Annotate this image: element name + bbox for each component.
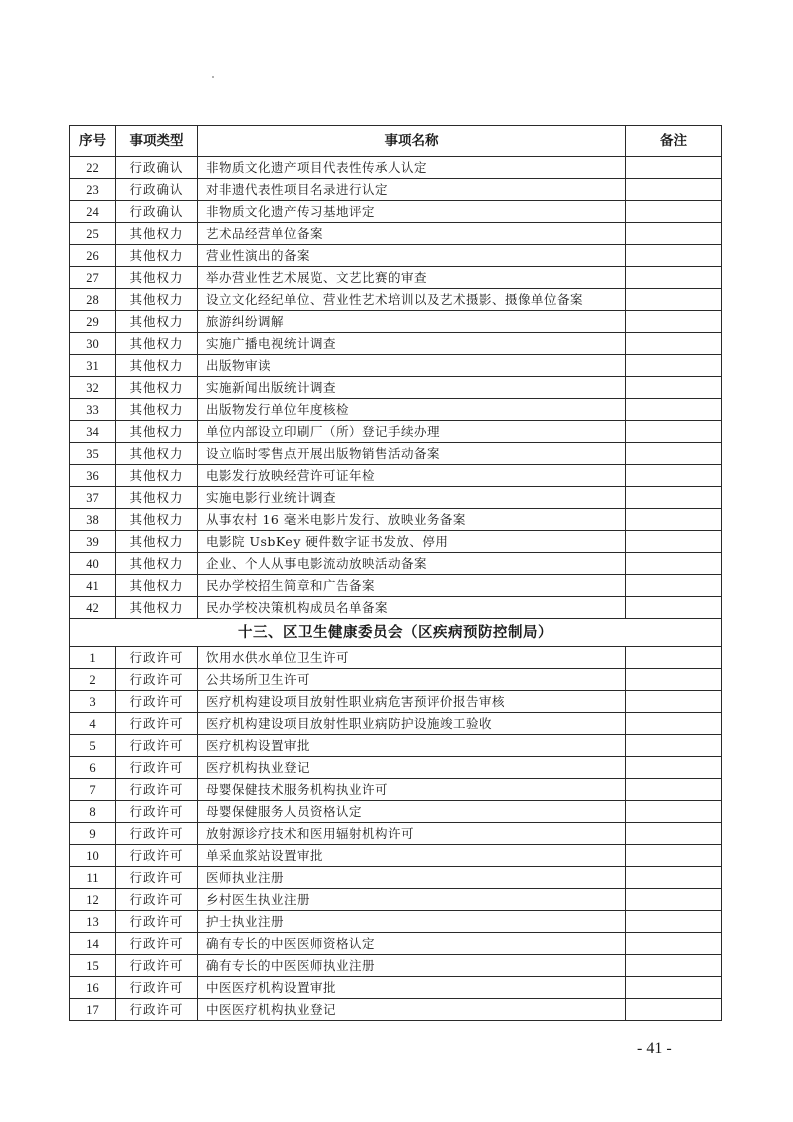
row-note — [626, 647, 722, 669]
row-name: 乡村医生执业注册 — [198, 889, 626, 911]
table-row — [70, 999, 722, 1021]
table-row — [70, 531, 722, 553]
table-row — [70, 509, 722, 531]
row-type: 行政许可 — [116, 691, 198, 713]
row-type: 其他权力 — [116, 267, 198, 289]
row-name: 设立文化经纪单位、营业性艺术培训以及艺术摄影、摄像单位备案 — [198, 289, 626, 311]
row-number: 39 — [70, 531, 116, 553]
table-row — [70, 223, 722, 245]
row-note — [626, 509, 722, 531]
table-row — [70, 487, 722, 509]
table-row — [70, 421, 722, 443]
row-name: 非物质文化遗产项目代表性传承人认定 — [198, 157, 626, 179]
table-row — [70, 333, 722, 355]
row-number: 15 — [70, 955, 116, 977]
row-note — [626, 713, 722, 735]
row-note — [626, 399, 722, 421]
header-note: 备注 — [626, 126, 722, 157]
row-note — [626, 999, 722, 1021]
row-number: 7 — [70, 779, 116, 801]
row-type: 行政许可 — [116, 911, 198, 933]
row-type: 行政许可 — [116, 845, 198, 867]
row-name: 出版物发行单位年度核检 — [198, 399, 626, 421]
row-type: 其他权力 — [116, 289, 198, 311]
table-row — [70, 465, 722, 487]
row-note — [626, 691, 722, 713]
row-note — [626, 889, 722, 911]
row-note — [626, 289, 722, 311]
table-row — [70, 933, 722, 955]
row-type: 行政许可 — [116, 823, 198, 845]
row-note — [626, 531, 722, 553]
table-row — [70, 977, 722, 999]
row-type: 行政许可 — [116, 977, 198, 999]
row-name: 确有专长的中医医师执业注册 — [198, 955, 626, 977]
row-type: 行政许可 — [116, 779, 198, 801]
row-type: 其他权力 — [116, 333, 198, 355]
items-table — [69, 125, 722, 1021]
row-note — [626, 553, 722, 575]
table-row — [70, 399, 722, 421]
row-name: 设立临时零售点开展出版物销售活动备案 — [198, 443, 626, 465]
row-type: 其他权力 — [116, 355, 198, 377]
row-number: 14 — [70, 933, 116, 955]
row-note — [626, 801, 722, 823]
row-number: 13 — [70, 911, 116, 933]
table-row — [70, 889, 722, 911]
row-number: 36 — [70, 465, 116, 487]
row-name: 实施电影行业统计调查 — [198, 487, 626, 509]
row-type: 其他权力 — [116, 465, 198, 487]
row-type: 行政确认 — [116, 179, 198, 201]
row-number: 29 — [70, 311, 116, 333]
row-note — [626, 575, 722, 597]
row-note — [626, 933, 722, 955]
row-type: 其他权力 — [116, 399, 198, 421]
row-note — [626, 223, 722, 245]
row-name: 放射源诊疗技术和医用辐射机构许可 — [198, 823, 626, 845]
row-number: 38 — [70, 509, 116, 531]
table-row — [70, 355, 722, 377]
row-type: 其他权力 — [116, 509, 198, 531]
row-name: 实施新闻出版统计调查 — [198, 377, 626, 399]
row-name: 举办营业性艺术展览、文艺比赛的审查 — [198, 267, 626, 289]
row-number: 8 — [70, 801, 116, 823]
row-name: 对非遗代表性项目名录进行认定 — [198, 179, 626, 201]
row-type: 行政许可 — [116, 647, 198, 669]
row-number: 17 — [70, 999, 116, 1021]
row-note — [626, 597, 722, 619]
table-row — [70, 267, 722, 289]
row-note — [626, 443, 722, 465]
row-name: 民办学校招生简章和广告备案 — [198, 575, 626, 597]
row-number: 3 — [70, 691, 116, 713]
table-row — [70, 713, 722, 735]
table-row — [70, 377, 722, 399]
row-number: 12 — [70, 889, 116, 911]
row-note — [626, 735, 722, 757]
row-name: 饮用水供水单位卫生许可 — [198, 647, 626, 669]
row-note — [626, 955, 722, 977]
row-note — [626, 977, 722, 999]
row-number: 24 — [70, 201, 116, 223]
table-row — [70, 955, 722, 977]
row-type: 行政许可 — [116, 757, 198, 779]
row-note — [626, 157, 722, 179]
row-number: 5 — [70, 735, 116, 757]
row-number: 35 — [70, 443, 116, 465]
row-note — [626, 311, 722, 333]
table-row — [70, 179, 722, 201]
row-number: 10 — [70, 845, 116, 867]
row-note — [626, 179, 722, 201]
table-row — [70, 245, 722, 267]
row-type: 其他权力 — [116, 311, 198, 333]
row-number: 41 — [70, 575, 116, 597]
row-note — [626, 487, 722, 509]
row-name: 单位内部设立印刷厂（所）登记手续办理 — [198, 421, 626, 443]
row-number: 31 — [70, 355, 116, 377]
row-name: 营业性演出的备案 — [198, 245, 626, 267]
rows-culture — [70, 157, 722, 619]
row-type: 其他权力 — [116, 487, 198, 509]
row-name: 企业、个人从事电影流动放映活动备案 — [198, 553, 626, 575]
row-number: 33 — [70, 399, 116, 421]
row-note — [626, 201, 722, 223]
row-type: 其他权力 — [116, 553, 198, 575]
row-name: 护士执业注册 — [198, 911, 626, 933]
row-name: 母婴保健技术服务机构执业许可 — [198, 779, 626, 801]
row-note — [626, 757, 722, 779]
row-note — [626, 267, 722, 289]
row-type: 其他权力 — [116, 245, 198, 267]
table-row — [70, 779, 722, 801]
row-name: 医师执业注册 — [198, 867, 626, 889]
row-name: 电影院 UsbKey 硬件数字证书发放、停用 — [198, 531, 626, 553]
row-number: 37 — [70, 487, 116, 509]
row-note — [626, 867, 722, 889]
table-row — [70, 311, 722, 333]
row-number: 11 — [70, 867, 116, 889]
row-type: 行政许可 — [116, 867, 198, 889]
table-row — [70, 597, 722, 619]
row-name: 民办学校决策机构成员名单备案 — [198, 597, 626, 619]
row-note — [626, 421, 722, 443]
row-number: 27 — [70, 267, 116, 289]
row-name: 母婴保健服务人员资格认定 — [198, 801, 626, 823]
row-type: 其他权力 — [116, 575, 198, 597]
table-row — [70, 801, 722, 823]
row-type: 行政许可 — [116, 999, 198, 1021]
row-number: 32 — [70, 377, 116, 399]
table-row — [70, 867, 722, 889]
section-health — [70, 619, 722, 647]
table-row — [70, 201, 722, 223]
row-number: 6 — [70, 757, 116, 779]
row-note — [626, 823, 722, 845]
row-name: 旅游纠纷调解 — [198, 311, 626, 333]
row-name: 出版物审读 — [198, 355, 626, 377]
row-type: 其他权力 — [116, 443, 198, 465]
table-row — [70, 575, 722, 597]
row-type: 行政许可 — [116, 669, 198, 691]
row-number: 26 — [70, 245, 116, 267]
row-name: 医疗机构设置审批 — [198, 735, 626, 757]
row-name: 确有专长的中医医师资格认定 — [198, 933, 626, 955]
row-type: 其他权力 — [116, 223, 198, 245]
row-name: 非物质文化遗产传习基地评定 — [198, 201, 626, 223]
row-note — [626, 377, 722, 399]
header-type: 事项类型 — [116, 126, 198, 157]
row-number: 23 — [70, 179, 116, 201]
row-type: 其他权力 — [116, 377, 198, 399]
row-note — [626, 465, 722, 487]
row-number: 16 — [70, 977, 116, 999]
row-number: 34 — [70, 421, 116, 443]
row-number: 4 — [70, 713, 116, 735]
rows-health — [70, 647, 722, 1021]
row-name: 中医医疗机构设置审批 — [198, 977, 626, 999]
row-number: 22 — [70, 157, 116, 179]
row-name: 艺术品经营单位备案 — [198, 223, 626, 245]
row-type: 行政许可 — [116, 801, 198, 823]
table-row — [70, 823, 722, 845]
row-type: 其他权力 — [116, 597, 198, 619]
scan-speck — [212, 76, 214, 78]
row-note — [626, 355, 722, 377]
row-number: 25 — [70, 223, 116, 245]
row-number: 2 — [70, 669, 116, 691]
table-row — [70, 647, 722, 669]
row-type: 行政确认 — [116, 201, 198, 223]
row-name: 公共场所卫生许可 — [198, 669, 626, 691]
row-type: 行政许可 — [116, 955, 198, 977]
row-note — [626, 333, 722, 355]
row-number: 9 — [70, 823, 116, 845]
row-name: 医疗机构执业登记 — [198, 757, 626, 779]
row-name: 医疗机构建设项目放射性职业病防护设施竣工验收 — [198, 713, 626, 735]
row-name: 单采血浆站设置审批 — [198, 845, 626, 867]
row-type: 行政确认 — [116, 157, 198, 179]
section-row — [70, 619, 722, 647]
row-note — [626, 245, 722, 267]
row-note — [626, 779, 722, 801]
section-title: 十三、区卫生健康委员会（区疾病预防控制局） — [70, 619, 722, 647]
page-number: - 41 - — [637, 1040, 672, 1057]
row-note — [626, 911, 722, 933]
row-name: 从事农村 16 毫米电影片发行、放映业务备案 — [198, 509, 626, 531]
row-type: 行政许可 — [116, 713, 198, 735]
row-type: 行政许可 — [116, 735, 198, 757]
row-type: 行政许可 — [116, 933, 198, 955]
row-type: 行政许可 — [116, 889, 198, 911]
row-number: 42 — [70, 597, 116, 619]
row-name: 医疗机构建设项目放射性职业病危害预评价报告审核 — [198, 691, 626, 713]
table-row — [70, 157, 722, 179]
table-row — [70, 691, 722, 713]
row-number: 28 — [70, 289, 116, 311]
row-name: 中医医疗机构执业登记 — [198, 999, 626, 1021]
header-name: 事项名称 — [198, 126, 626, 157]
table-row — [70, 553, 722, 575]
row-number: 30 — [70, 333, 116, 355]
row-note — [626, 669, 722, 691]
row-name: 实施广播电视统计调查 — [198, 333, 626, 355]
row-number: 1 — [70, 647, 116, 669]
table-row — [70, 735, 722, 757]
row-type: 其他权力 — [116, 421, 198, 443]
table-header-row — [70, 126, 722, 157]
table-row — [70, 845, 722, 867]
row-type: 其他权力 — [116, 531, 198, 553]
row-number: 40 — [70, 553, 116, 575]
table-row — [70, 289, 722, 311]
row-name: 电影发行放映经营许可证年检 — [198, 465, 626, 487]
header-no: 序号 — [70, 126, 116, 157]
row-note — [626, 845, 722, 867]
table-row — [70, 757, 722, 779]
table-row — [70, 911, 722, 933]
table-row — [70, 443, 722, 465]
table-row — [70, 669, 722, 691]
